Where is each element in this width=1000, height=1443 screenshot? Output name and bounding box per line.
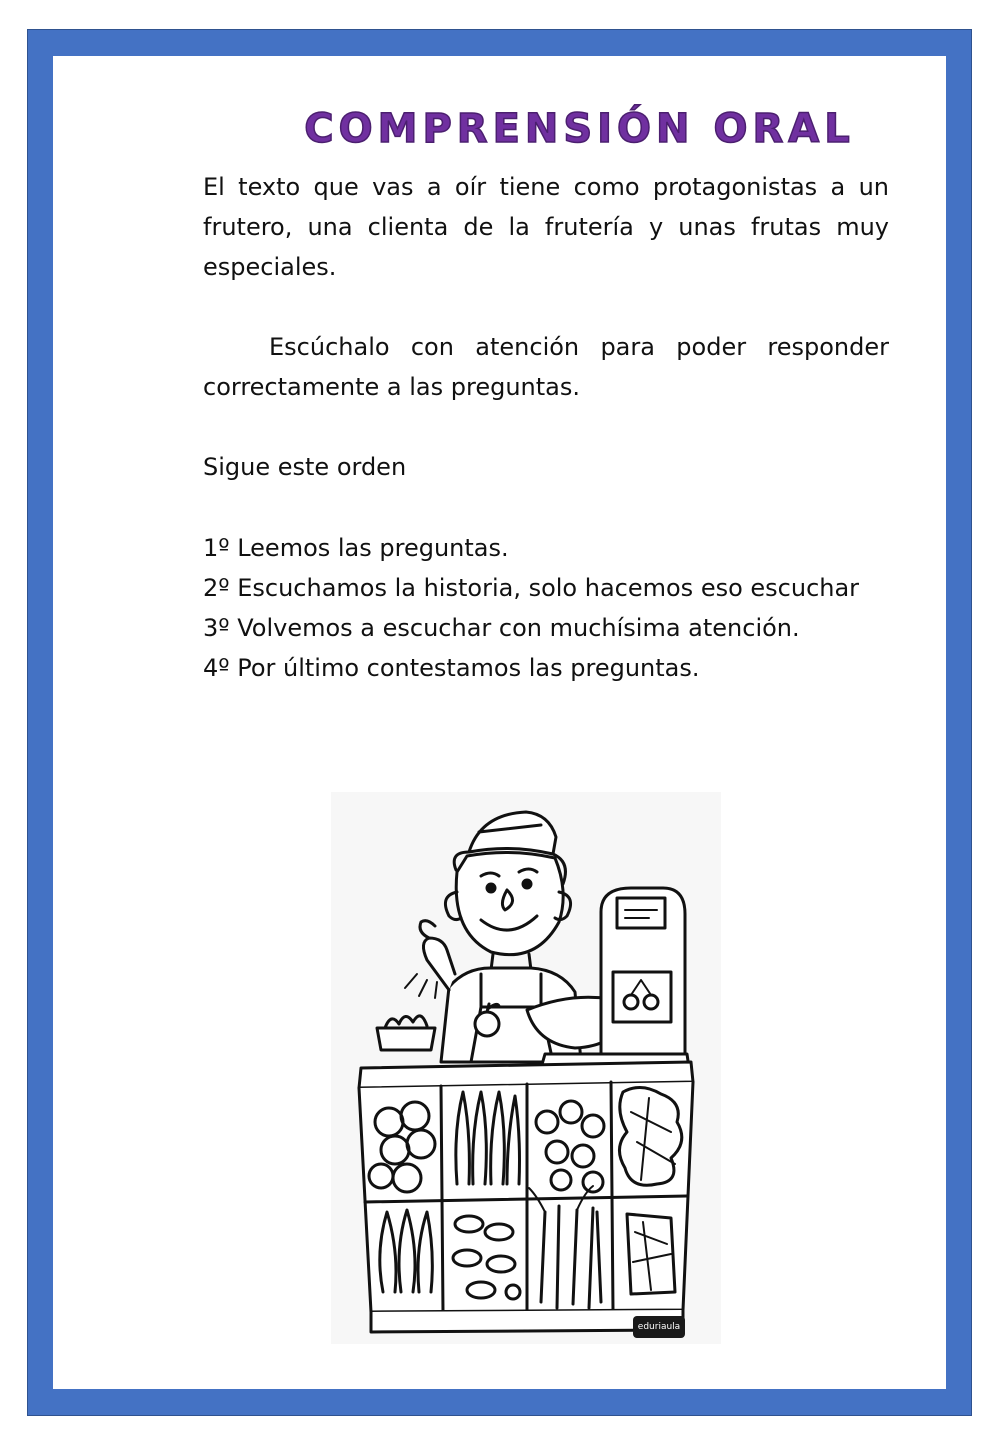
head <box>456 852 563 954</box>
page-title: COMPRENSIÓN ORAL <box>304 106 855 152</box>
step-item: 1º Leemos las preguntas. <box>203 534 509 562</box>
steps-list <box>203 528 889 688</box>
page-border <box>27 29 972 1416</box>
publisher-logo: eduriaula <box>633 1316 685 1338</box>
intro-paragraph: El texto que vas a oír tiene como protagonistas a un frutero, una clienta de la frutería y unas frutas muy especiales. <box>203 173 889 281</box>
instruction-paragraph: Escúchalo con atención para poder responder correctamente a las preguntas. <box>203 333 889 401</box>
step-item: 3º Volvemos a escuchar con muchísima atención. <box>203 614 800 642</box>
page-content <box>53 56 946 1389</box>
hand <box>423 938 455 990</box>
step-item: 4º Por último contestamos las preguntas. <box>203 654 700 682</box>
step-item: 2º Escuchamos la historia, solo hacemos eso escuchar <box>203 574 860 602</box>
apple-icon <box>475 1012 499 1036</box>
basket <box>377 1028 435 1050</box>
order-heading: Sigue este orden <box>203 453 407 481</box>
fruit-seller-illustration <box>331 792 721 1344</box>
